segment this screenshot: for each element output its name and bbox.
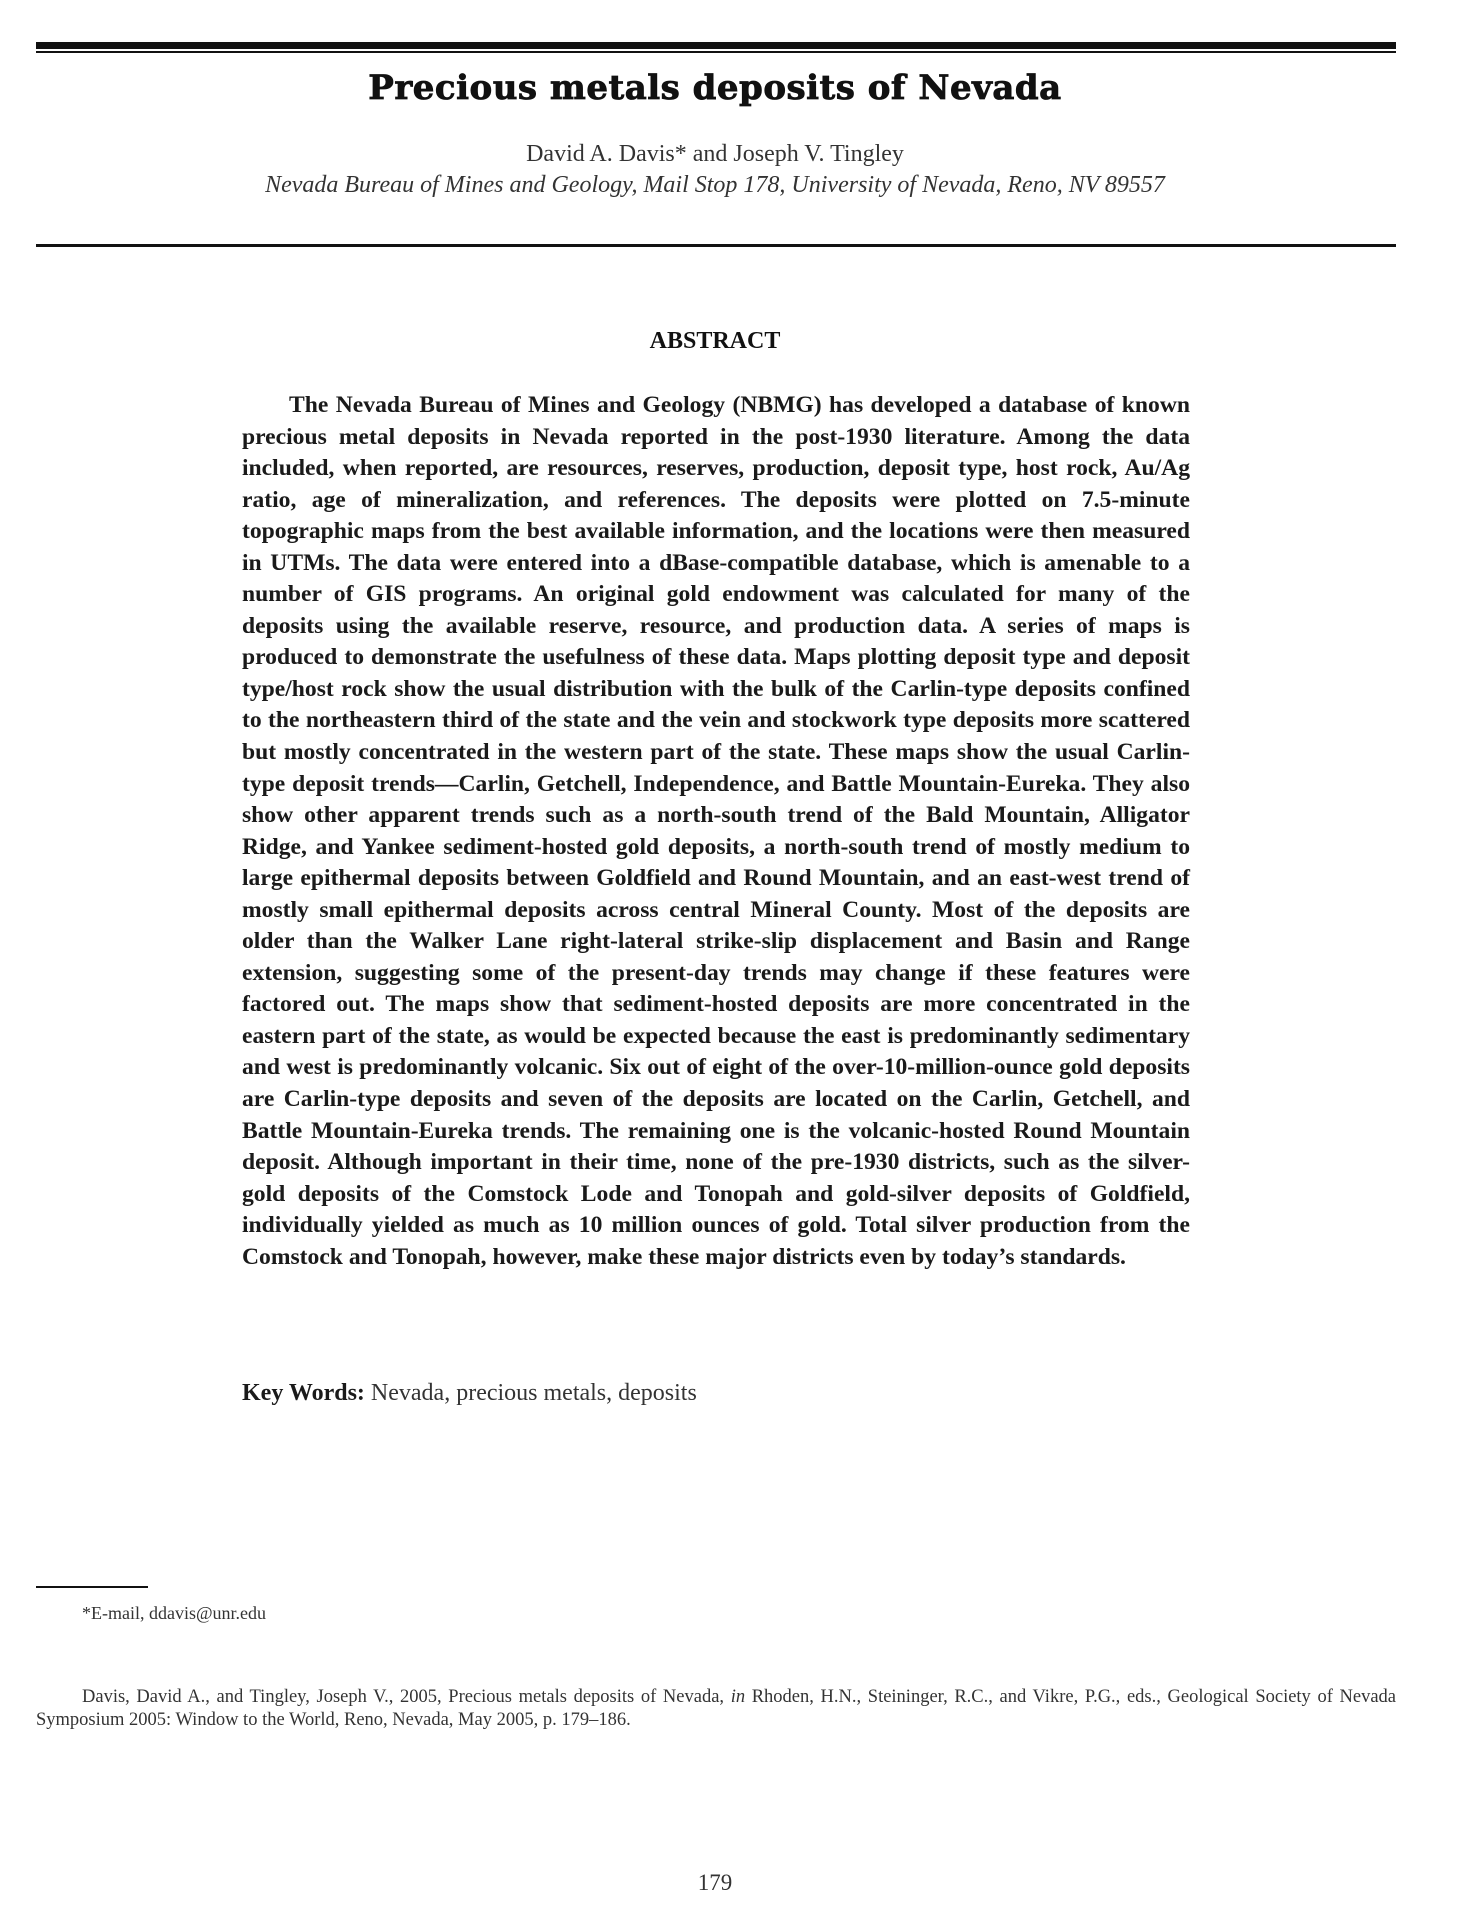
citation	[36, 1686, 1396, 1732]
header-divider	[36, 244, 1396, 247]
citation-text-before: Davis, David A., and Tingley, Joseph V., 2005, Precious metals deposits of Nevada,	[82, 1687, 731, 1707]
author-names: David A. Davis* and Joseph V. Tingley	[526, 141, 904, 167]
footnote-divider	[36, 1586, 148, 1588]
footnote-email: *E-mail, ddavis@unr.edu	[82, 1603, 267, 1623]
top-rule-thin	[36, 51, 1396, 53]
page-number: 179	[697, 1870, 733, 1895]
keywords-label: Key Words:	[242, 1380, 365, 1406]
author-affiliation: Nevada Bureau of Mines and Geology, Mail Stop 178, University of Nevada, Reno, NV 89557	[265, 172, 1165, 198]
citation-text-after: Rhoden, H.N., Steininger, R.C., and Vikre, P.G., eds., Geological Society of Nevada Symposium 2005: Window to the World, Reno, Nevada, May 2005, p. 179–186.	[36, 1687, 1396, 1730]
top-rule-thick	[36, 42, 1396, 49]
abstract-heading: ABSTRACT	[649, 328, 781, 354]
keywords-value: Nevada, precious metals, deposits	[364, 1380, 697, 1406]
keywords-line	[242, 1380, 1190, 1407]
citation-in-word: in	[730, 1687, 746, 1707]
paper-title: Precious metals deposits of Nevada	[368, 68, 1062, 108]
abstract-body: The Nevada Bureau of Mines and Geology (NBMG) has developed a database of known precious metal deposits in Nevada reported in the post-1930 literature. Among the data included, when reported, are resources, reserves, production, deposit type, host rock, Au/Ag ratio, age of mineralization, and references. The deposits were plotted on 7.5-minute topographic maps from the best available information, and the locations were then measured in UTMs. The data were entered into a dBase-compatible database, which is amenable to a number of GIS programs. An original gold endowment was calculated for many of the deposits using the available reserve, resource, and production data. A series of maps is produced to demonstrate the usefulness of these data. Maps plotting deposit type and deposit type/host rock show the usual distribution with the bulk of the Carlin-type deposits confined to the northeastern third of the state and the vein and stockwork type deposits more scattered but mostly concentrated in the western part of the state. These maps show the usual Carlin-type deposit trends—Carlin, Getchell, Independence, and Battle Mountain-Eureka. They also show other apparent trends such as a north-south trend of the Bald Mountain, Alligator Ridge, and Yankee sediment-hosted gold deposits, a north-south trend of mostly medium to large epithermal deposits between Goldfield and Round Mountain, and an east-west trend of mostly small epithermal deposits across central Mineral County. Most of the deposits are older than the Walker Lane right-lateral strike-slip displacement and Basin and Range extension, suggesting some of the present-day trends may change if these features were factored out. The maps show that sediment-hosted deposits are more concentrated in the eastern part of the state, as would be expected because the east is predominantly sedimentary and west is predominantly volcanic. Six out of eight of the over-10-million-ounce gold deposits are Carlin-type deposits and seven of the deposits are located on the Carlin, Getchell, and Battle Mountain-Eureka trends. The remaining one is the volcanic-hosted Round Mountain deposit. Although important in their time, none of the pre-1930 districts, such as the silver-gold deposits of the Comstock Lode and Tonopah and gold-silver deposits of Goldfield, individually yielded as much as 10 million ounces of gold. Total silver production from the Comstock and Tonopah, however, make these major districts even by today’s standards.	[242, 392, 1190, 1270]
